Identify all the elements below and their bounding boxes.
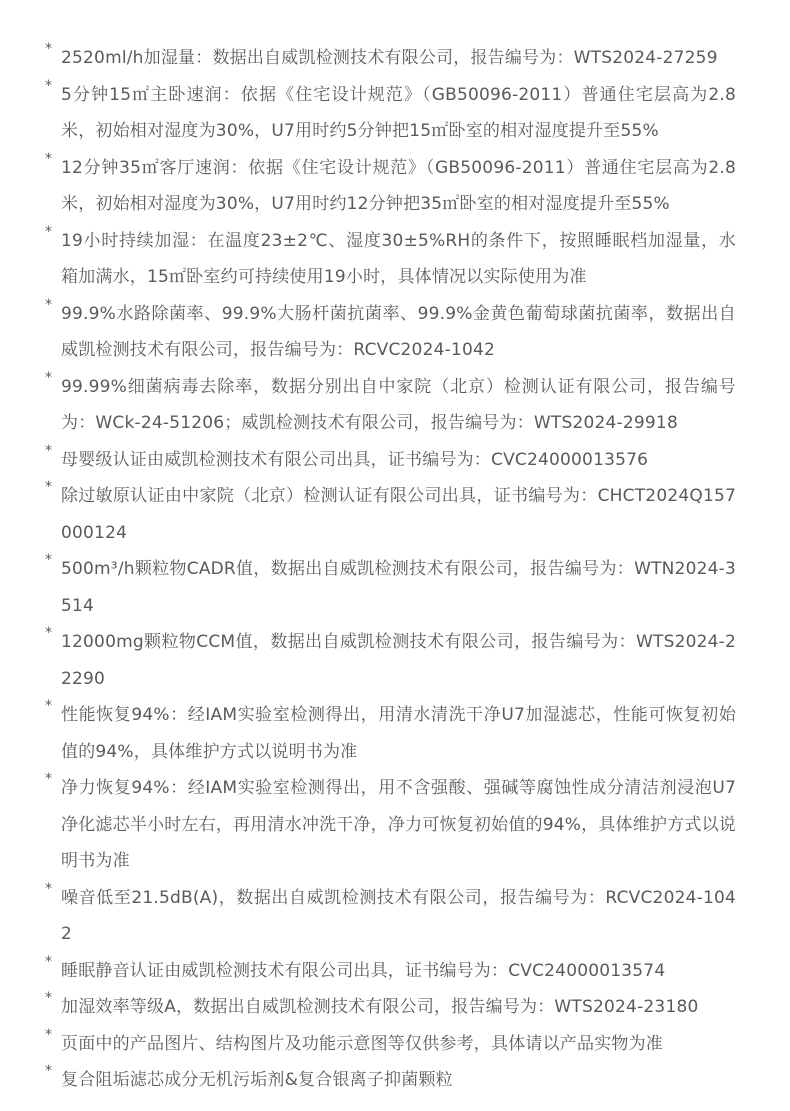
footnote-list	[0, 40, 790, 1099]
footnote-text: 99.99%细菌病毒去除率，数据分别出自中家院（北京）检测认证有限公司，报告编号为：WCk-24-51206；威凯检测技术有限公司，报告编号为：WTS2024-29918	[61, 376, 736, 433]
footnote-item	[0, 624, 790, 697]
footnote-text: 99.9%水路除菌率、99.9%大肠杆菌抗菌率、99.9%金黄色葡萄球菌抗菌率，数据出自威凯检测技术有限公司，报告编号为：RCVC2024-1042	[61, 303, 736, 360]
asterisk-icon: *	[45, 625, 53, 641]
asterisk-icon: *	[45, 223, 53, 240]
footnote-item	[0, 77, 790, 150]
asterisk-icon: *	[45, 369, 53, 386]
footnote-item	[0, 442, 790, 479]
asterisk-icon: *	[45, 150, 53, 167]
footnote-item	[0, 369, 790, 442]
footnote-item	[0, 770, 790, 880]
asterisk-icon: *	[45, 296, 53, 313]
footnote-item	[0, 1026, 790, 1063]
footnote-text: 除过敏原认证由中家院（北京）检测认证有限公司出具，证书编号为：CHCT2024Q157000124	[61, 486, 736, 543]
asterisk-icon: *	[45, 771, 53, 787]
footnote-text: 噪音低至21.5dB(A)，数据出自威凯检测技术有限公司，报告编号为：RCVC2024-1042	[61, 887, 736, 944]
asterisk-icon: *	[45, 41, 53, 57]
footnote-item	[0, 40, 790, 77]
asterisk-icon: *	[45, 990, 53, 1006]
footnote-item	[0, 1062, 790, 1099]
asterisk-icon: *	[45, 479, 53, 495]
asterisk-icon: *	[45, 880, 53, 897]
footnote-text: 5分钟15㎡主卧速润：依据《住宅设计规范》（GB50096-2011）普通住宅层高为2.8米，初始相对湿度为30%，U7用时约5分钟把15㎡卧室的相对湿度提升至55%	[61, 84, 736, 141]
asterisk-icon: *	[45, 698, 53, 714]
footnote-text: 12000mg颗粒物CCM值，数据出自威凯检测技术有限公司，报告编号为：WTS2024-22290	[61, 632, 736, 689]
footnote-text: 加湿效率等级A，数据出自威凯检测技术有限公司，报告编号为：WTS2024-23180	[61, 997, 699, 1017]
footnote-text: 性能恢复94%：经IAM实验室检测得出，用清水清洗干净U7加湿滤芯，性能可恢复初始值的94%，具体维护方式以说明书为准	[61, 705, 736, 762]
footnote-item	[0, 296, 790, 369]
footnote-text: 睡眠静音认证由威凯检测技术有限公司出具，证书编号为：CVC24000013574	[61, 960, 666, 981]
footnote-text: 净力恢复94%：经IAM实验室检测得出，用不含强酸、强碱等腐蚀性成分清洁剂浸泡U7净化滤芯半小时左右，再用清水冲洗干净，净力可恢复初始值的94%，具体维护方式以说明书为准	[61, 778, 736, 871]
footnote-text: 500m³/h颗粒物CADR值，数据出自威凯检测技术有限公司，报告编号为：WTN2024-3514	[61, 559, 736, 616]
footnote-text: 19小时持续加湿：在温度23±2℃、湿度30±5%RH的条件下，按照睡眠档加湿量，水箱加满水，15㎡卧室约可持续使用19小时，具体情况以实际使用为准	[61, 230, 736, 287]
footnote-text: 母婴级认证由威凯检测技术有限公司出具，证书编号为：CVC24000013576	[61, 449, 649, 470]
footnote-item	[0, 880, 790, 953]
asterisk-icon: *	[45, 442, 53, 459]
asterisk-icon: *	[45, 1063, 53, 1079]
footnote-item	[0, 953, 790, 990]
footnote-text: 2520ml/h加湿量：数据出自威凯检测技术有限公司，报告编号为：WTS2024-27259	[61, 48, 718, 68]
footnote-text: 12分钟35㎡客厅速润：依据《住宅设计规范》（GB50096-2011）普通住宅层高为2.8米，初始相对湿度为30%，U7用时约12分钟把35㎡卧室的相对湿度提升至55%	[61, 157, 736, 214]
footnote-item	[0, 478, 790, 551]
footnote-text: 页面中的产品图片、结构图片及功能示意图等仅供参考，具体请以产品实物为准	[61, 1033, 663, 1054]
footnote-item	[0, 223, 790, 296]
footnote-text: 复合阻垢滤芯成分无机污垢剂&复合银离子抑菌颗粒	[61, 1070, 453, 1090]
asterisk-icon: *	[45, 552, 53, 568]
footnote-item	[0, 989, 790, 1026]
asterisk-icon: *	[45, 77, 53, 94]
footnote-item	[0, 150, 790, 223]
footnote-item	[0, 551, 790, 624]
footnote-item	[0, 697, 790, 770]
asterisk-icon: *	[45, 953, 53, 970]
asterisk-icon: *	[45, 1026, 53, 1043]
